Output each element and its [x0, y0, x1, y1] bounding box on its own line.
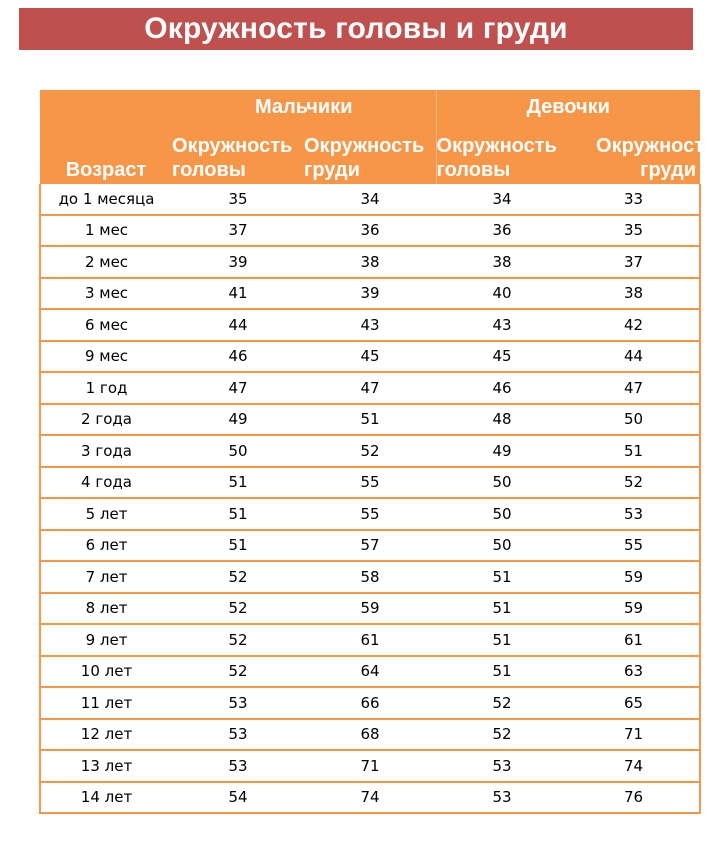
cell-boys-head: 51 — [172, 498, 304, 530]
cell-girls-head: 51 — [436, 561, 568, 593]
cell-girls-chest: 47 — [568, 372, 700, 404]
header-age: Возраст — [40, 90, 172, 184]
table-row — [40, 624, 700, 656]
cell-girls-chest: 59 — [568, 593, 700, 625]
cell-girls-head: 53 — [436, 782, 568, 814]
header-boys-head: Окружность головы — [172, 124, 304, 184]
cell-girls-head: 50 — [436, 530, 568, 562]
cell-girls-chest: 63 — [568, 656, 700, 688]
cell-girls-head: 51 — [436, 624, 568, 656]
cell-boys-chest: 61 — [304, 624, 436, 656]
header-girls-head: Окружность головы — [436, 124, 568, 184]
cell-girls-chest: 76 — [568, 782, 700, 814]
cell-girls-head: 46 — [436, 372, 568, 404]
cell-girls-head: 38 — [436, 246, 568, 278]
cell-age: 3 мес — [40, 278, 172, 310]
table-row — [40, 467, 700, 499]
cell-boys-head: 39 — [172, 246, 304, 278]
cell-age: 9 лет — [40, 624, 172, 656]
cell-boys-chest: 64 — [304, 656, 436, 688]
table-row — [40, 309, 700, 341]
cell-boys-chest: 51 — [304, 404, 436, 436]
cell-girls-chest: 71 — [568, 719, 700, 751]
cell-boys-head: 52 — [172, 656, 304, 688]
table-row — [40, 372, 700, 404]
cell-boys-head: 52 — [172, 561, 304, 593]
table-row — [40, 530, 700, 562]
cell-boys-chest: 43 — [304, 309, 436, 341]
table-row — [40, 719, 700, 751]
cell-girls-head: 43 — [436, 309, 568, 341]
cell-age: 6 мес — [40, 309, 172, 341]
cell-boys-chest: 59 — [304, 593, 436, 625]
cell-girls-head: 49 — [436, 435, 568, 467]
cell-boys-chest: 71 — [304, 750, 436, 782]
cell-boys-head: 51 — [172, 530, 304, 562]
cell-girls-chest: 33 — [568, 184, 700, 215]
table-body — [40, 184, 700, 813]
cell-girls-chest: 53 — [568, 498, 700, 530]
cell-boys-chest: 36 — [304, 215, 436, 247]
cell-age: 1 мес — [40, 215, 172, 247]
table-row — [40, 184, 700, 215]
cell-age: 7 лет — [40, 561, 172, 593]
table-row — [40, 561, 700, 593]
cell-girls-chest: 74 — [568, 750, 700, 782]
cell-age: 2 мес — [40, 246, 172, 278]
cell-girls-head: 51 — [436, 593, 568, 625]
cell-girls-head: 51 — [436, 656, 568, 688]
cell-age: 9 мес — [40, 341, 172, 373]
cell-age: 14 лет — [40, 782, 172, 814]
cell-girls-chest: 37 — [568, 246, 700, 278]
cell-boys-head: 53 — [172, 719, 304, 751]
cell-age: 3 года — [40, 435, 172, 467]
title-banner — [19, 8, 693, 50]
header-boys-chest: Окружность груди — [304, 124, 436, 184]
cell-boys-chest: 66 — [304, 687, 436, 719]
cell-age: 2 года — [40, 404, 172, 436]
page-title: Окружность головы и груди — [144, 12, 568, 45]
cell-boys-chest: 38 — [304, 246, 436, 278]
cell-girls-chest: 44 — [568, 341, 700, 373]
measurements-table — [39, 90, 717, 814]
table-row — [40, 782, 700, 814]
cell-boys-chest: 74 — [304, 782, 436, 814]
cell-girls-head: 40 — [436, 278, 568, 310]
cell-boys-chest: 45 — [304, 341, 436, 373]
cell-boys-head: 44 — [172, 309, 304, 341]
cell-girls-chest: 38 — [568, 278, 700, 310]
cell-girls-chest: 50 — [568, 404, 700, 436]
header-girls: Девочки — [436, 90, 700, 124]
cell-boys-head: 47 — [172, 372, 304, 404]
cell-boys-head: 52 — [172, 593, 304, 625]
table-row — [40, 278, 700, 310]
cell-boys-head: 53 — [172, 750, 304, 782]
cell-age: 6 лет — [40, 530, 172, 562]
cell-boys-head: 50 — [172, 435, 304, 467]
cell-boys-head: 49 — [172, 404, 304, 436]
header-boys: Мальчики — [172, 90, 436, 124]
cell-girls-chest: 42 — [568, 309, 700, 341]
table-row — [40, 404, 700, 436]
cell-girls-head: 52 — [436, 719, 568, 751]
cell-girls-head: 36 — [436, 215, 568, 247]
cell-boys-head: 53 — [172, 687, 304, 719]
cell-boys-head: 52 — [172, 624, 304, 656]
table-row — [40, 656, 700, 688]
cell-girls-head: 48 — [436, 404, 568, 436]
cell-girls-chest: 52 — [568, 467, 700, 499]
cell-age: 11 лет — [40, 687, 172, 719]
table-row — [40, 687, 700, 719]
cell-boys-chest: 47 — [304, 372, 436, 404]
cell-boys-head: 35 — [172, 184, 304, 215]
cell-boys-chest: 68 — [304, 719, 436, 751]
header-girls-chest: Окружность груди — [568, 124, 700, 184]
table-row — [40, 341, 700, 373]
cell-girls-head: 50 — [436, 498, 568, 530]
table-row — [40, 435, 700, 467]
cell-boys-chest: 57 — [304, 530, 436, 562]
cell-girls-head: 45 — [436, 341, 568, 373]
table-row — [40, 593, 700, 625]
cell-boys-head: 37 — [172, 215, 304, 247]
cell-girls-chest: 65 — [568, 687, 700, 719]
cell-boys-head: 46 — [172, 341, 304, 373]
table-row — [40, 750, 700, 782]
cell-age: 12 лет — [40, 719, 172, 751]
cell-boys-head: 54 — [172, 782, 304, 814]
cell-girls-chest: 51 — [568, 435, 700, 467]
cell-boys-head: 41 — [172, 278, 304, 310]
cell-boys-chest: 34 — [304, 184, 436, 215]
cell-age: до 1 месяца — [40, 184, 172, 215]
cell-girls-chest: 35 — [568, 215, 700, 247]
cell-girls-head: 34 — [436, 184, 568, 215]
cell-boys-chest: 58 — [304, 561, 436, 593]
table-row — [40, 498, 700, 530]
cell-boys-chest: 55 — [304, 467, 436, 499]
cell-boys-chest: 39 — [304, 278, 436, 310]
cell-age: 10 лет — [40, 656, 172, 688]
cell-age: 13 лет — [40, 750, 172, 782]
cell-boys-chest: 55 — [304, 498, 436, 530]
cell-age: 1 год — [40, 372, 172, 404]
cell-boys-head: 51 — [172, 467, 304, 499]
cell-girls-chest: 59 — [568, 561, 700, 593]
cell-girls-head: 53 — [436, 750, 568, 782]
cell-age: 5 лет — [40, 498, 172, 530]
table-row — [40, 215, 700, 247]
cell-boys-chest: 52 — [304, 435, 436, 467]
cell-girls-chest: 55 — [568, 530, 700, 562]
table-row — [40, 246, 700, 278]
cell-age: 4 года — [40, 467, 172, 499]
cell-girls-head: 50 — [436, 467, 568, 499]
cell-age: 8 лет — [40, 593, 172, 625]
cell-girls-chest: 61 — [568, 624, 700, 656]
cell-girls-head: 52 — [436, 687, 568, 719]
